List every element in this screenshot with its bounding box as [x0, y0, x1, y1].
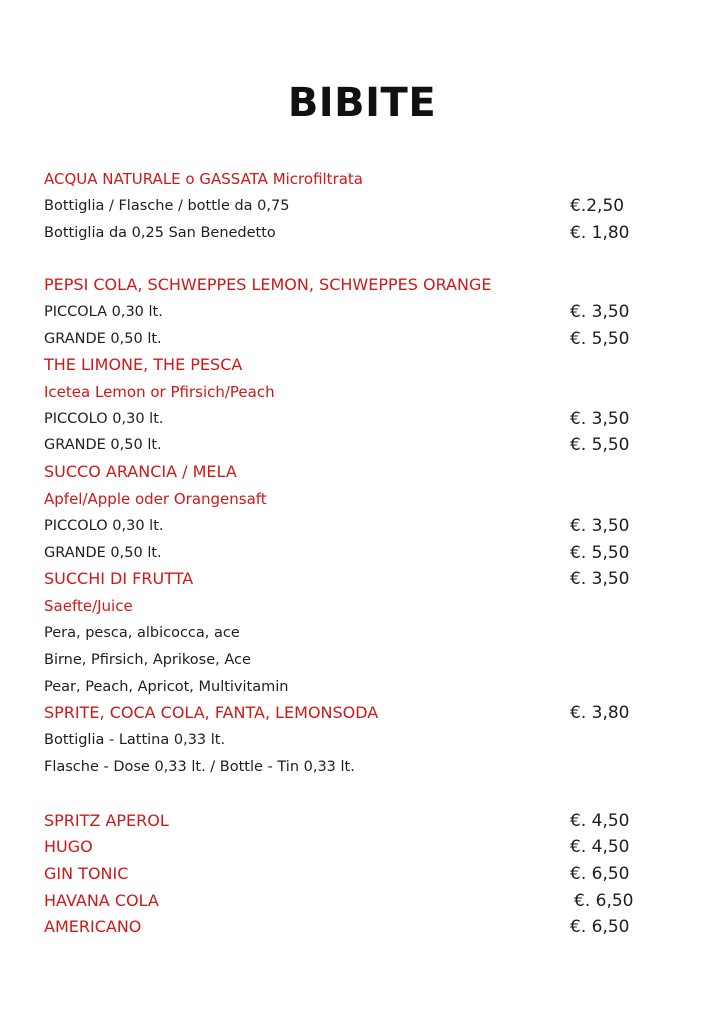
menu-heading: [44, 861, 644, 887]
item-price: €. 1,80: [570, 223, 630, 243]
item-price: €. 3,50: [570, 302, 630, 322]
menu-heading: [44, 486, 644, 512]
item-price: €. 3,50: [570, 409, 630, 429]
menu-heading: [44, 459, 644, 485]
menu-heading: [44, 593, 644, 619]
item-text: AMERICANO: [44, 917, 142, 936]
item-text: HUGO: [44, 837, 93, 856]
menu-line: [44, 220, 644, 246]
menu-line: [44, 326, 644, 352]
item-text: SPRITE, COCA COLA, FANTA, LEMONSODA: [44, 703, 379, 722]
item-price: €. 3,80: [570, 703, 630, 723]
item-text: SUCCO ARANCIA / MELA: [44, 462, 237, 481]
item-price: €. 4,50: [570, 837, 630, 857]
item-text: ACQUA NATURALE o GASSATA Microfiltrata: [44, 170, 363, 188]
item-text: SUCCHI DI FRUTTA: [44, 569, 194, 588]
page-title: BIBITE: [287, 80, 437, 126]
item-text: GRANDE 0,50 lt.: [44, 331, 162, 347]
item-text: Pear, Peach, Apricot, Multivitamin: [44, 679, 289, 695]
item-text: Birne, Pfirsich, Aprikose, Ace: [44, 652, 251, 668]
item-price: €. 3,50: [570, 516, 630, 536]
item-text: SPRITZ APEROL: [44, 811, 169, 830]
menu-heading: [44, 888, 644, 914]
item-text: Apfel/Apple oder Orangensaft: [44, 490, 267, 508]
menu-line: [44, 432, 644, 458]
menu-heading: [44, 272, 644, 298]
item-price: €. 6,50: [570, 917, 630, 937]
item-text: PICCOLA 0,30 lt.: [44, 304, 163, 320]
item-price: €. 5,50: [570, 435, 630, 455]
item-text: Icetea Lemon or Pfirsich/Peach: [44, 383, 275, 401]
menu-line: [44, 754, 644, 780]
menu-heading: [44, 566, 644, 592]
item-price: €. 6,50: [570, 864, 630, 884]
menu-line: [44, 406, 644, 432]
menu-line: [44, 727, 644, 753]
menu-heading: [44, 700, 644, 726]
menu-line: [44, 513, 644, 539]
menu-line: [44, 193, 644, 219]
item-text: Bottiglia / Flasche / bottle da 0,75: [44, 198, 290, 214]
menu-heading: [44, 166, 644, 192]
item-text: Bottiglia da 0,25 San Benedetto: [44, 225, 276, 241]
item-text: PICCOLO 0,30 lt.: [44, 518, 164, 534]
menu-line: [44, 674, 644, 700]
item-price: €. 3,50: [570, 569, 630, 589]
menu-line: [44, 647, 644, 673]
item-price: €. 5,50: [570, 543, 630, 563]
item-price: €. 6,50: [574, 891, 634, 911]
item-text: GIN TONIC: [44, 864, 129, 883]
item-text: HAVANA COLA: [44, 891, 159, 910]
item-text: Flasche - Dose 0,33 lt. / Bottle - Tin 0,33 lt.: [44, 759, 355, 775]
item-price: €.2,50: [570, 196, 625, 216]
menu-heading: [44, 808, 644, 834]
item-text: THE LIMONE, THE PESCA: [44, 355, 243, 374]
menu-line: [44, 299, 644, 325]
menu-heading: [44, 834, 644, 860]
item-text: Pera, pesca, albicocca, ace: [44, 625, 240, 641]
menu-line: [44, 620, 644, 646]
menu-heading: [44, 914, 644, 940]
item-price: €. 4,50: [570, 811, 630, 831]
item-text: GRANDE 0,50 lt.: [44, 437, 162, 453]
item-text: Saefte/Juice: [44, 597, 133, 615]
menu-line: [44, 540, 644, 566]
item-text: Bottiglia - Lattina 0,33 lt.: [44, 732, 226, 748]
item-text: PICCOLO 0,30 lt.: [44, 411, 164, 427]
menu-heading: [44, 352, 644, 378]
menu-heading: [44, 379, 644, 405]
item-text: PEPSI COLA, SCHWEPPES LEMON, SCHWEPPES ORANGE: [44, 275, 492, 294]
item-text: GRANDE 0,50 lt.: [44, 545, 162, 561]
item-price: €. 5,50: [570, 329, 630, 349]
